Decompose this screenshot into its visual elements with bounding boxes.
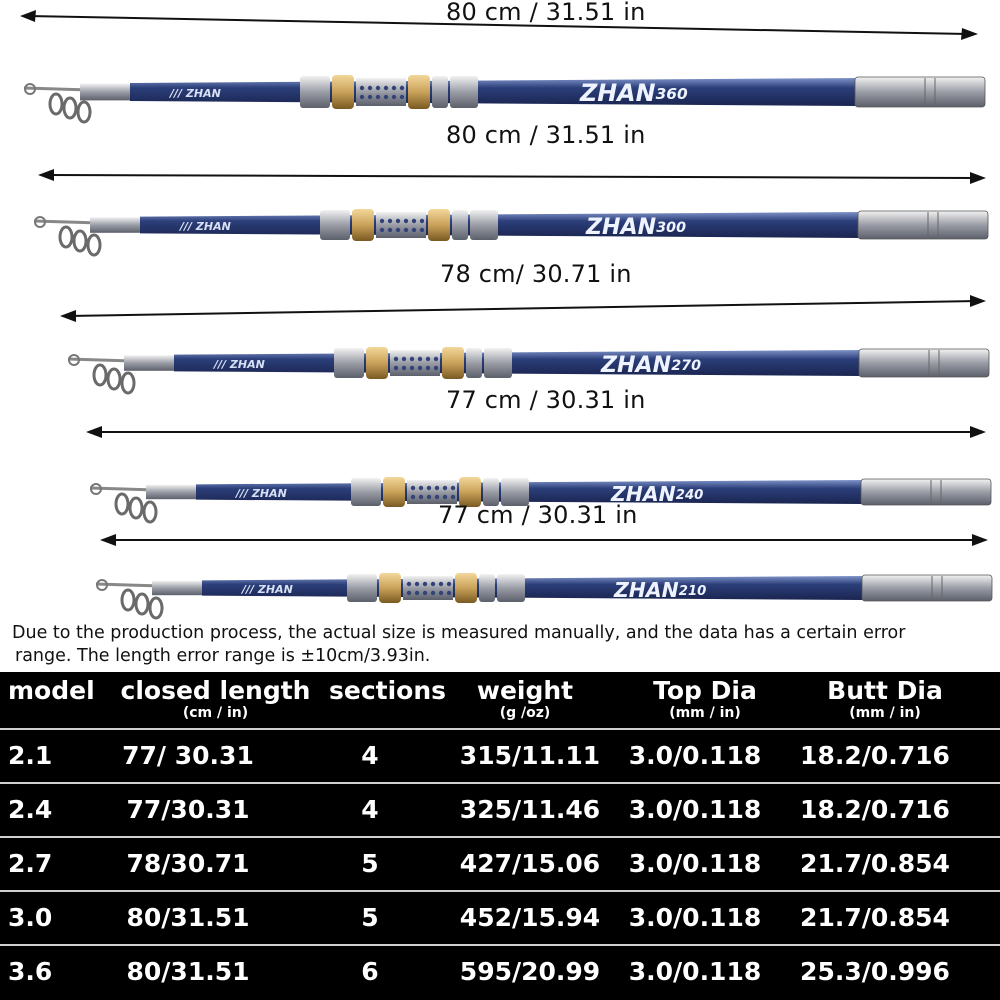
length-label: 80 cm / 31.51 in bbox=[446, 0, 646, 26]
svg-text:ZHAN: ZHAN bbox=[580, 79, 656, 107]
table-row bbox=[0, 892, 1000, 944]
svg-text:ZHAN: ZHAN bbox=[614, 578, 679, 602]
svg-text:ZHAN: ZHAN bbox=[586, 214, 657, 240]
svg-text:/// ZHAN: /// ZHAN bbox=[180, 220, 231, 233]
note-line-1: Due to the production process, the actual size is measured manually, and the data has a certain error bbox=[12, 623, 906, 643]
table-cell: 80/31.51 bbox=[126, 957, 250, 986]
table-cell: 80/31.51 bbox=[126, 903, 250, 932]
svg-text:210: 210 bbox=[678, 584, 707, 599]
table-cell: 595/20.99 bbox=[459, 957, 601, 986]
svg-text:300: 300 bbox=[656, 220, 687, 236]
table-cell: 2.4 bbox=[8, 795, 53, 824]
table-cell: 325/11.46 bbox=[459, 795, 601, 824]
table-cell: 6 bbox=[361, 957, 379, 986]
table-row bbox=[0, 784, 1000, 836]
svg-text:/// ZHAN: /// ZHAN bbox=[214, 358, 265, 371]
table-cell: 3.0/0.118 bbox=[628, 903, 762, 932]
table-row bbox=[0, 946, 1000, 998]
table-cell: 5 bbox=[361, 849, 379, 878]
svg-text:/// ZHAN: /// ZHAN bbox=[242, 583, 293, 596]
table-cell: 5 bbox=[361, 903, 379, 932]
table-cell: 3.0/0.118 bbox=[628, 849, 762, 878]
table-row bbox=[0, 838, 1000, 890]
length-label: 78 cm/ 30.71 in bbox=[440, 260, 632, 288]
table-cell: 21.7/0.854 bbox=[800, 849, 950, 878]
header-sections: sections bbox=[328, 676, 447, 705]
header-closed-length: closed length (cm / in) bbox=[120, 676, 311, 721]
svg-text:/// ZHAN: /// ZHAN bbox=[170, 87, 221, 100]
table-cell: 77/30.31 bbox=[126, 795, 250, 824]
spec-table bbox=[0, 672, 1000, 1000]
table-cell: 77/ 30.31 bbox=[122, 741, 254, 770]
table-cell: 4 bbox=[361, 741, 379, 770]
table-row bbox=[0, 730, 1000, 782]
length-label: 77 cm / 30.31 in bbox=[438, 501, 638, 529]
svg-text:/// ZHAN: /// ZHAN bbox=[236, 487, 287, 500]
length-label: 77 cm / 30.31 in bbox=[446, 386, 646, 414]
table-cell: 3.0/0.118 bbox=[628, 957, 762, 986]
table-header bbox=[0, 672, 1000, 730]
svg-text:ZHAN: ZHAN bbox=[611, 482, 676, 506]
table-cell: 25.3/0.996 bbox=[800, 957, 950, 986]
length-label: 80 cm / 31.51 in bbox=[446, 121, 646, 149]
table-cell: 3.0/0.118 bbox=[628, 741, 762, 770]
header-weight: weight (g /oz) bbox=[476, 676, 574, 721]
table-cell: 21.7/0.854 bbox=[800, 903, 950, 932]
header-top-dia: Top Dia (mm / in) bbox=[653, 676, 757, 721]
note-line-2: range. The length error range is ±10cm/3.93in. bbox=[15, 646, 431, 666]
measurement-note bbox=[12, 622, 997, 668]
table-cell: 452/15.94 bbox=[459, 903, 601, 932]
table-cell: 78/30.71 bbox=[126, 849, 250, 878]
table-cell: 2.1 bbox=[8, 741, 53, 770]
table-cell: 427/15.06 bbox=[459, 849, 601, 878]
table-cell: 3.0/0.118 bbox=[628, 795, 762, 824]
table-cell: 2.7 bbox=[8, 849, 53, 878]
fishing-rod-image bbox=[92, 558, 997, 618]
svg-text:ZHAN: ZHAN bbox=[601, 352, 672, 378]
svg-text:240: 240 bbox=[675, 488, 704, 503]
header-model: model bbox=[8, 676, 95, 705]
table-cell: 4 bbox=[361, 795, 379, 824]
svg-text:270: 270 bbox=[671, 358, 702, 374]
header-butt-dia: Butt Dia (mm / in) bbox=[827, 676, 943, 721]
table-cell: 18.2/0.716 bbox=[800, 795, 950, 824]
table-cell: 18.2/0.716 bbox=[800, 741, 950, 770]
table-cell: 3.0 bbox=[8, 903, 53, 932]
table-cell: 3.6 bbox=[8, 957, 53, 986]
table-cell: 315/11.11 bbox=[459, 741, 601, 770]
svg-text:360: 360 bbox=[655, 85, 688, 103]
